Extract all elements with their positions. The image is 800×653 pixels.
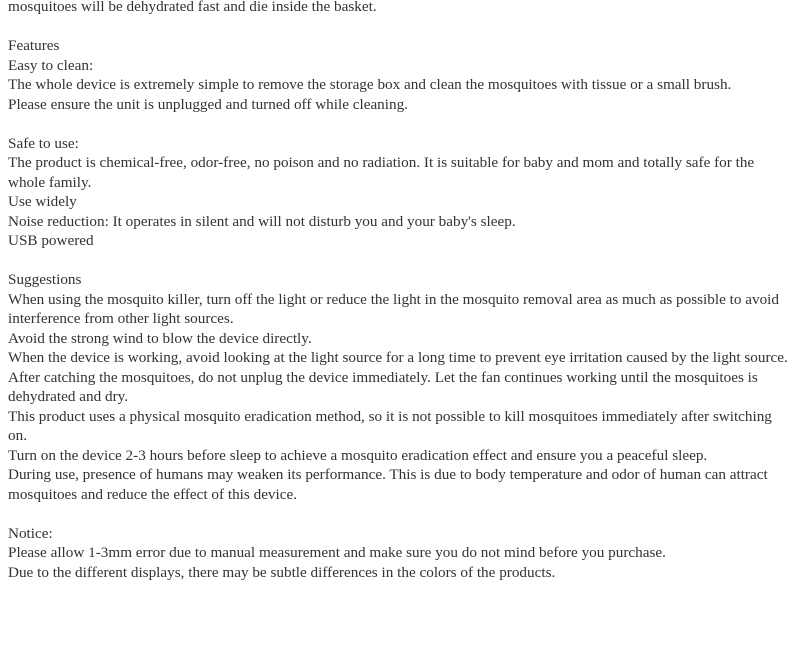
noise-text: Noise reduction: It operates in silent and will not disturb you and your baby's sleep.: [8, 212, 516, 230]
suggestion-item: Turn on the device 2-3 hours before sleep to achieve a mosquito eradication effect and ensure you a peaceful sleep.: [8, 446, 708, 464]
easy-clean-title: Easy to clean:: [8, 56, 94, 74]
use-widely-text: Use widely: [8, 193, 77, 210]
features-heading: Features: [8, 37, 60, 54]
safe-title: Safe to use:: [8, 134, 79, 152]
notice-heading: Notice:: [8, 524, 53, 542]
paragraph-gap: [8, 251, 792, 271]
notice-item: Please allow 1-3mm error due to manual measurement and make sure you do not mind before you purchase.: [8, 544, 666, 561]
suggestion-item: Avoid the strong wind to blow the device directly.: [8, 329, 312, 347]
suggestions-section: [8, 270, 792, 504]
intro-text: mosquitoes will be dehydrated fast and die inside the basket.: [8, 0, 377, 15]
paragraph-gap: [8, 17, 792, 37]
easy-clean-text: The whole device is extremely simple to remove the storage box and clean the mosquitoes with tissue or a small brush.: [8, 76, 732, 93]
usb-text: USB powered: [8, 232, 94, 249]
suggestions-heading: Suggestions: [8, 271, 82, 288]
suggestion-item: When the device is working, avoid looking at the light source for a long time to prevent eye irritation caused by the light source.: [8, 349, 788, 366]
suggestion-item: After catching the mosquitoes, do not unplug the device immediately. Let the fan continues working until the mosquitoes is dehydrated and dry.: [8, 368, 758, 405]
notice-section: [8, 524, 792, 583]
safe-text: The product is chemical-free, odor-free, no poison and no radiation. It is suitable for baby and mom and totally safe for the whole family.: [8, 154, 755, 191]
paragraph-gap: [8, 504, 792, 524]
features-section: [8, 36, 792, 251]
suggestion-item: When using the mosquito killer, turn off the light or reduce the light in the mosquito removal area as much as possible to avoid interference from other light sources.: [8, 290, 779, 327]
suggestion-item: This product uses a physical mosquito eradication method, so it is not possible to kill mosquitoes immediately after switching on.: [8, 407, 772, 444]
notice-item: Due to the different displays, there may be subtle differences in the colors of the products.: [8, 563, 556, 581]
product-description: [8, 0, 792, 582]
easy-clean-note: Please ensure the unit is unplugged and turned off while cleaning.: [8, 95, 408, 113]
paragraph-gap: [8, 114, 792, 134]
suggestion-item: During use, presence of humans may weaken its performance. This is due to body temperature and odor of human can attract mosquitoes and reduce the effect of this device.: [8, 466, 768, 503]
